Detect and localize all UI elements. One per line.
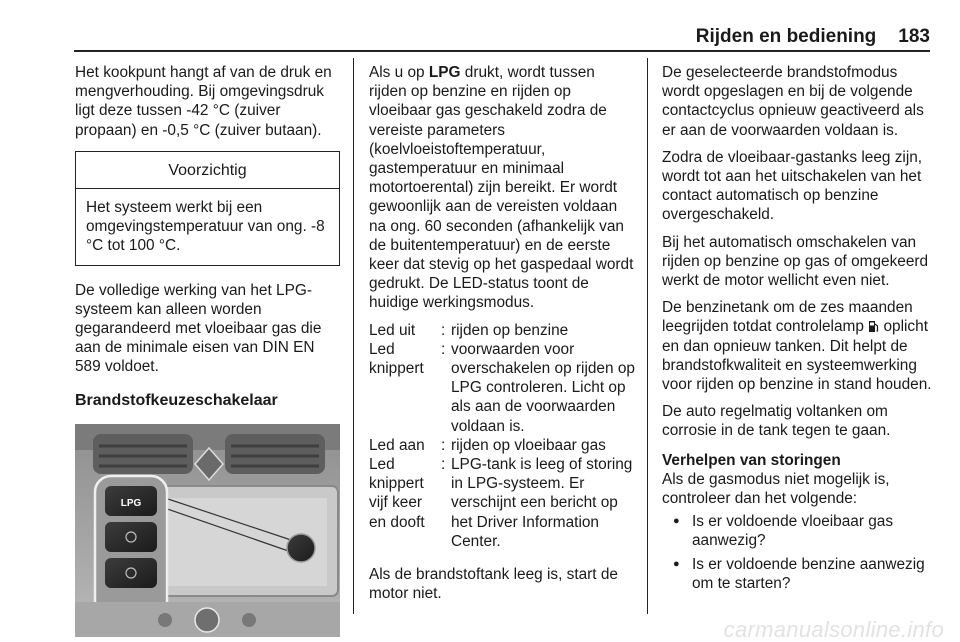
table-row <box>369 436 636 455</box>
page-number: 183 <box>898 26 930 47</box>
led-separator: : <box>441 321 446 339</box>
check-list <box>662 512 932 593</box>
led-separator: : <box>441 456 446 474</box>
column-divider-1 <box>353 58 354 614</box>
text-segment: Als u op <box>369 64 429 81</box>
paragraph-troubleshooting: Als de gasmodus niet mogelijk is, controleer dan het volgende: <box>662 470 890 508</box>
paragraph-tanks-empty: Zodra de vloeibaar-gastanks leeg zijn, wordt tot aan het uitschakelen van het contact automatisch op benzine overgeschakeld. <box>662 148 923 224</box>
list-item: ● Is er voldoende benzine aanwezig om te starten? <box>662 555 932 593</box>
led-separator: : <box>441 436 446 454</box>
led-value: rijden op vloeibaar gas <box>451 436 606 454</box>
watermark: carmanualsonline.info <box>723 616 944 642</box>
caution-title: Voorzichtig <box>76 152 339 189</box>
dashboard-photo <box>75 424 340 637</box>
fuel-pump-icon <box>868 319 879 333</box>
lpg-button-label: LPG <box>120 497 142 509</box>
paragraph-six-months <box>662 298 932 394</box>
led-value: voorwaarden voor overschakelen op rijden op LPG controleren. Licht op als aan de voorwaarden voldaan is. <box>451 340 635 435</box>
paragraph-corrosion: De auto regelmatig voltanken om corrosie in de tank tegen te gaan. <box>662 403 891 440</box>
led-key: Led aan <box>369 436 425 454</box>
dashboard-illustration <box>75 424 340 637</box>
header-rule <box>74 50 930 52</box>
led-value: LPG-tank is leeg of storing in LPG-systeem. Er verschijnt een bericht op het Driver Information Center. <box>451 456 633 550</box>
paragraph-boiling-point: Het kookpunt hangt af van de druk en mengverhouding. Bij omgevingsdruk ligt deze tussen -42 °C (zuiver propaan) en -0,5 °C (zuiver butaan). <box>75 64 332 139</box>
column-1 <box>75 63 340 637</box>
text-segment: De benzinetank om de zes maanden leegrijden totdat controlelamp <box>662 299 913 336</box>
table-row <box>369 455 636 551</box>
table-row <box>369 340 636 436</box>
led-status-table <box>369 321 636 551</box>
column-divider-2 <box>647 58 648 614</box>
section-title: Rijden en bediening <box>695 26 877 47</box>
column-2 <box>369 63 636 611</box>
text-segment: drukt, wordt tussen rijden op benzine en rijden op vloeibaar gas geschakeld zodra de vereiste parameters (koelvloeistoftemperatuur, gastemperatuur en minimaal motortoerental) zijn bereikt. Er wordt gewoonlijk aan de vereisten voldaan na ong. 60 seconden (afhankelijk van de buitentemperatuur) en de eerste keer dat stevig op het gaspedaal wordt gedrukt. De LED-status toont de huidige werkingsmodus. <box>369 64 634 312</box>
led-key: Led uit <box>369 321 416 339</box>
paragraph-empty-tank: Als de brandstoftank leeg is, start de motor niet. <box>369 566 618 603</box>
caution-box <box>75 151 340 266</box>
text-segment: oplicht en dan opnieuw tanken. Dit helpt de brandstofkwaliteit en systeemwerking voor rijden op benzine in stand houden. <box>662 318 932 394</box>
led-value: rijden op benzine <box>451 321 569 339</box>
led-key: Led knippert vijf keer en dooft <box>369 456 425 531</box>
paragraph-lpg-system: De volledige werking van het LPG-systeem kan alleen worden gegarandeerd met vloeibaar gas die aan de minimale eisen van DIN EN 589 voldoet. <box>75 281 322 376</box>
lpg-keyword: LPG <box>428 64 461 81</box>
caution-text: Het systeem werkt bij een omgevingstemperatuur van ong. -8 °C tot 100 °C. <box>86 199 325 255</box>
paragraph-lpg-switch <box>369 63 636 313</box>
troubleshooting-heading: Verhelpen van storingen <box>662 451 841 469</box>
led-separator: : <box>441 340 446 358</box>
led-key: Led knippert <box>369 340 424 378</box>
paragraph-fuel-mode: De geselecteerde brandstofmodus wordt opgeslagen en bij de volgende contactcyclus opnieuw geactiveerd als er aan de voorwaarden voldaan is. <box>662 64 924 139</box>
table-row <box>369 321 636 340</box>
list-item: ● Is er voldoende vloeibaar gas aanwezig? <box>662 512 932 550</box>
page-header <box>560 27 930 46</box>
section-heading: Brandstofkeuzeschakelaar <box>75 391 278 409</box>
column-3 <box>662 63 932 597</box>
paragraph-auto-switch: Bij het automatisch omschakelen van rijden op benzine op gas of omgekeerd werkt de motor wellicht even niet. <box>662 233 929 290</box>
